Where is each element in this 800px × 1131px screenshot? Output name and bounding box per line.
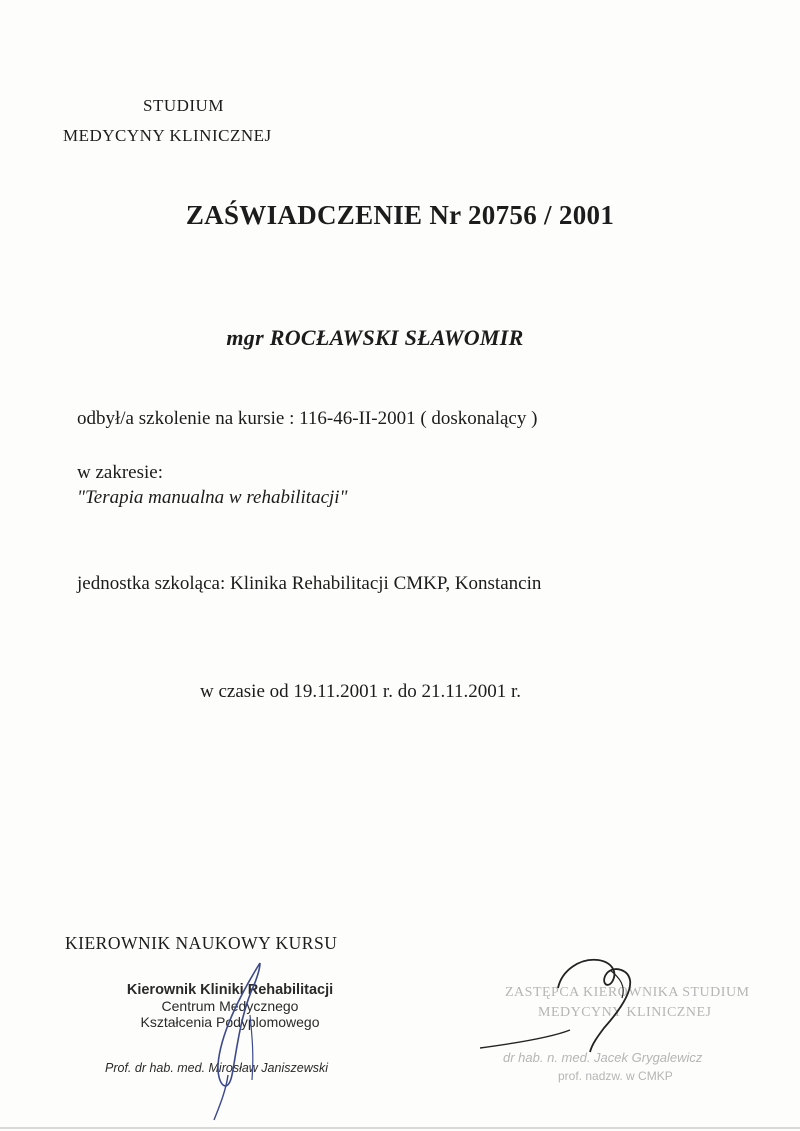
- course-director-heading: KIEROWNIK NAUKOWY KURSU: [65, 933, 338, 953]
- date-range-line: w czasie od 19.11.2001 r. do 21.11.2001 r.: [200, 681, 522, 702]
- training-unit-line: jednostka szkoląca: Klinika Rehabilitacji CMKP, Konstancin: [77, 573, 542, 594]
- page-bottom-edge: [0, 1127, 800, 1129]
- scope-label: w zakresie:: [77, 462, 163, 483]
- clinic-stamp-line-1: Kierownik Kliniki Rehabilitacji: [126, 982, 334, 998]
- deputy-stamp-line-1: ZASTĘPCA KIEROWNIKA STUDIUM: [505, 985, 750, 1000]
- clinic-stamp-line-2: Centrum Medycznego: [161, 998, 299, 1014]
- deputy-stamp-line-2: MEDYCYNY KLINICZNEJ: [538, 1005, 712, 1020]
- institution-line-2: MEDYCYNY KLINICZNEJ: [63, 126, 272, 145]
- left-handwritten-signature: [180, 955, 300, 1125]
- clinic-stamp-line-3: Kształcenia Podyplomowego: [140, 1014, 320, 1030]
- deputy-signatory-name: dr hab. n. med. Jacek Grygalewicz: [503, 1050, 703, 1065]
- right-handwritten-signature: [480, 940, 680, 1060]
- recipient-name: mgr ROCŁAWSKI SŁAWOMIR: [226, 325, 524, 350]
- certificate-title: ZAŚWIADCZENIE Nr 20756 / 2001: [185, 200, 615, 230]
- left-signatory-name: Prof. dr hab. med. Mirosław Janiszewski: [105, 1061, 328, 1075]
- deputy-signatory-title: prof. nadzw. w CMKP: [558, 1069, 673, 1083]
- institution-line-1: STUDIUM: [143, 96, 224, 115]
- course-line: odbył/a szkolenie na kursie : 116-46-II-2001 ( doskonalący ): [77, 408, 538, 429]
- scope-value: "Terapia manualna w rehabilitacji": [77, 487, 348, 508]
